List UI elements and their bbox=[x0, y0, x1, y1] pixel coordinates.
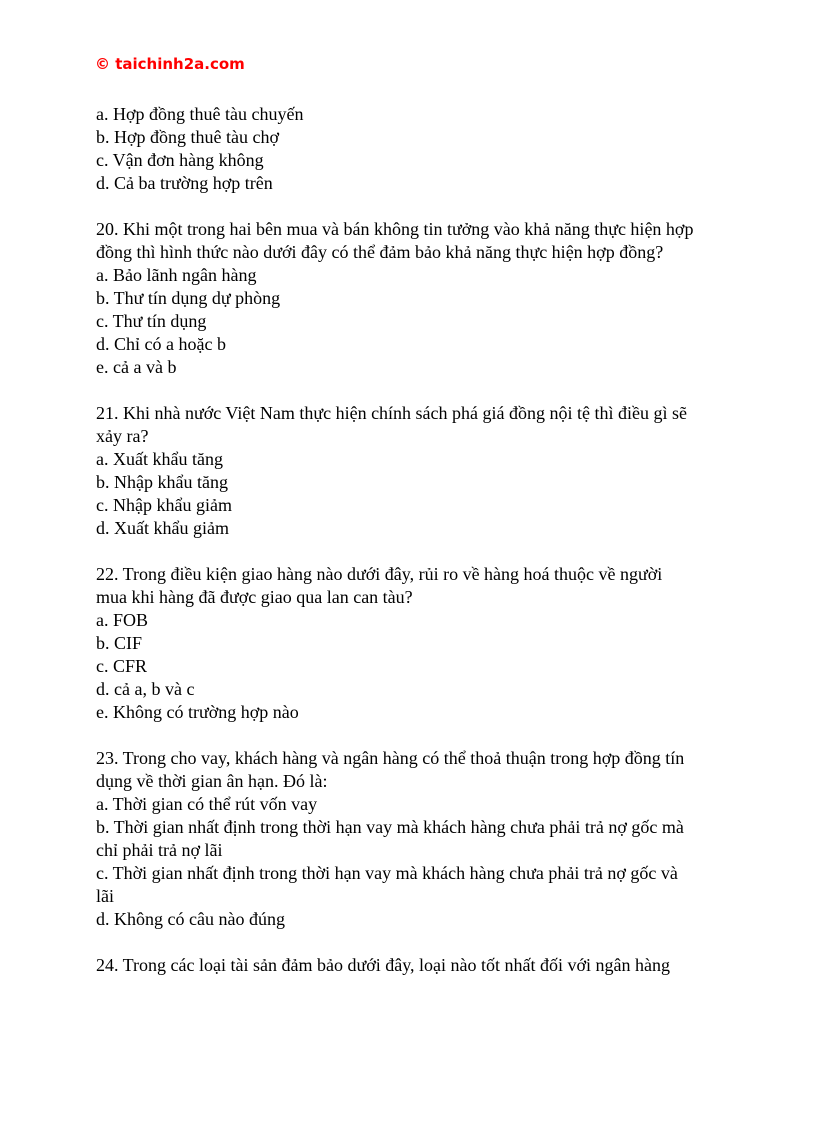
option-b: b. Thời gian nhất định trong thời hạn vay mà khách hàng chưa phải trả nợ gốc mà bbox=[96, 817, 684, 837]
question-text: xảy ra? bbox=[96, 426, 149, 446]
question-19-options bbox=[96, 103, 736, 195]
option-d: d. Xuất khẩu giảm bbox=[96, 518, 229, 538]
question-24 bbox=[96, 954, 736, 977]
question-text: mua khi hàng đã được giao qua lan can tàu? bbox=[96, 587, 413, 607]
option-c: c. Thời gian nhất định trong thời hạn vay mà khách hàng chưa phải trả nợ gốc và bbox=[96, 863, 678, 883]
question-text: 20. Khi một trong hai bên mua và bán không tin tưởng vào khả năng thực hiện hợp bbox=[96, 219, 694, 239]
question-text: dụng về thời gian ân hạn. Đó là: bbox=[96, 771, 328, 791]
option-b: b. Thư tín dụng dự phòng bbox=[96, 288, 281, 308]
option-d: d. cả a, b và c bbox=[96, 679, 195, 699]
option-b: b. Hợp đồng thuê tàu chợ bbox=[96, 127, 280, 147]
option-d: d. Chỉ có a hoặc b bbox=[96, 334, 226, 354]
question-text: 21. Khi nhà nước Việt Nam thực hiện chính sách phá giá đồng nội tệ thì điều gì sẽ bbox=[96, 403, 687, 423]
option-d: d. Cả ba trường hợp trên bbox=[96, 173, 273, 193]
option-a: a. FOB bbox=[96, 610, 149, 630]
option-c: c. Vận đơn hàng không bbox=[96, 150, 264, 170]
question-text: 22. Trong điều kiện giao hàng nào dưới đây, rủi ro về hàng hoá thuộc về người bbox=[96, 564, 663, 584]
option-c: c. CFR bbox=[96, 656, 148, 676]
question-21 bbox=[96, 402, 736, 540]
document-body bbox=[96, 103, 736, 977]
question-22 bbox=[96, 563, 736, 724]
watermark: © taichinh2a.com bbox=[95, 55, 245, 73]
option-c: c. Thư tín dụng bbox=[96, 311, 207, 331]
question-20 bbox=[96, 218, 736, 379]
option-b: b. CIF bbox=[96, 633, 143, 653]
option-c-continued: lãi bbox=[96, 886, 114, 906]
question-text: 23. Trong cho vay, khách hàng và ngân hàng có thể thoả thuận trong hợp đồng tín bbox=[96, 748, 685, 768]
option-b: b. Nhập khẩu tăng bbox=[96, 472, 228, 492]
option-a: a. Thời gian có thể rút vốn vay bbox=[96, 794, 318, 814]
option-e: e. cả a và b bbox=[96, 357, 177, 377]
option-a: a. Xuất khẩu tăng bbox=[96, 449, 223, 469]
question-23 bbox=[96, 747, 736, 931]
option-a: a. Hợp đồng thuê tàu chuyến bbox=[96, 104, 304, 124]
option-a: a. Bảo lãnh ngân hàng bbox=[96, 265, 257, 285]
option-c: c. Nhập khẩu giảm bbox=[96, 495, 232, 515]
question-text: đồng thì hình thức nào dưới đây có thể đảm bảo khả năng thực hiện hợp đồng? bbox=[96, 242, 664, 262]
question-text: 24. Trong các loại tài sản đảm bảo dưới đây, loại nào tốt nhất đối với ngân hàng bbox=[96, 955, 671, 975]
option-e: e. Không có trường hợp nào bbox=[96, 702, 299, 722]
option-b-continued: chỉ phải trả nợ lãi bbox=[96, 840, 223, 860]
option-d: d. Không có câu nào đúng bbox=[96, 909, 285, 929]
